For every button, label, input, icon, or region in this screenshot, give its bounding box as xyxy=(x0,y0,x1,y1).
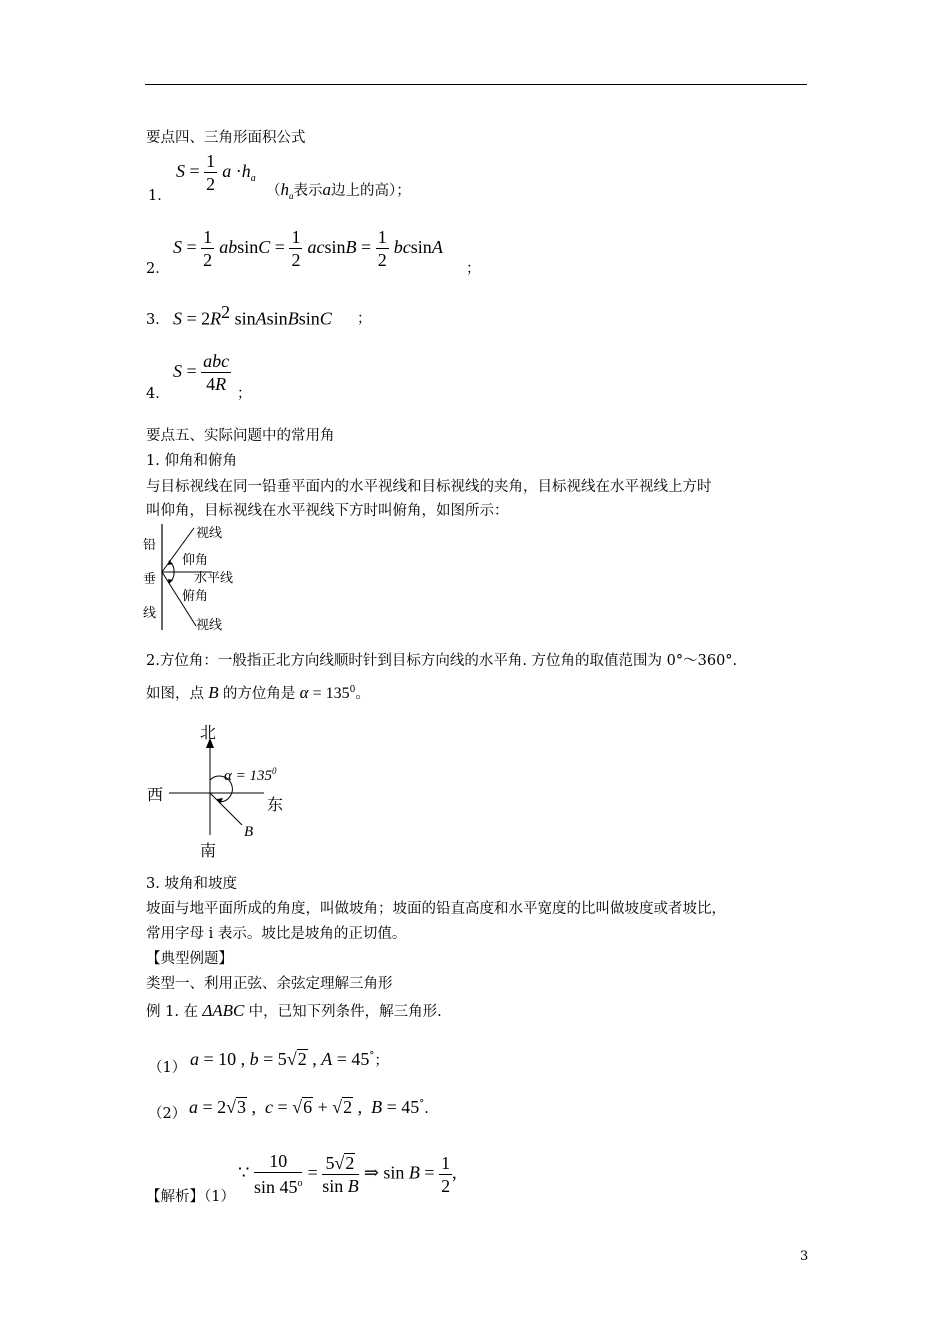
bearing-figure xyxy=(144,720,304,858)
elevation-figure xyxy=(140,522,260,634)
paragraph-elevation-line2: 叫仰角，目标视线在水平视线下方时叫俯角，如图所示： xyxy=(146,503,509,519)
paragraph-slope-line2: 常用字母 i 表示。坡比是坡角的正切值。 xyxy=(146,926,407,942)
examples-heading: 【典型例题】 xyxy=(146,951,233,967)
east-label: 东 xyxy=(267,795,284,814)
paragraph-elevation-line1: 与目标视线在同一铅垂平面内的水平视线和目标视线的夹角，目标视线在水平视线上方时 xyxy=(146,479,712,495)
elevation-angle-label: 仰角 xyxy=(182,553,209,568)
condition1: a = 10 , b = 5√2 , A = 45°； xyxy=(190,1049,389,1069)
condition1-number: （1） xyxy=(148,1060,187,1076)
bearing-figure-lines xyxy=(144,720,304,858)
north-label: 北 xyxy=(200,723,217,742)
formula2: S = $\frac{1}{2}$ absinC = $\frac{1}{2}$ acsinB = $\frac{1}{2}$ bcsinA xyxy=(173,227,443,270)
west-label: 西 xyxy=(147,785,164,804)
formula3-number: 3． xyxy=(146,312,170,328)
solution-label: 【解析】（1） xyxy=(146,1189,235,1205)
formula3: $S = 2R^2$ sinAsinBsinC xyxy=(173,302,332,329)
point-b-label: B xyxy=(244,824,254,840)
section4-heading: 要点四、三角形面积公式 xyxy=(146,130,306,146)
formula2-number: 2． xyxy=(146,261,170,277)
section5-heading: 要点五、实际问题中的常用角 xyxy=(146,428,335,444)
header-rule xyxy=(145,84,807,85)
condition2: a = 2√3 , c = √6 + √2 , B = 45°. xyxy=(189,1097,429,1117)
south-label: 南 xyxy=(200,841,217,860)
formula4-end: ； xyxy=(237,386,252,402)
condition2-number: （2） xyxy=(148,1106,187,1122)
formula3-end: ； xyxy=(357,311,372,327)
formula4: S = $\frac{\text{abc}}{4R}$ xyxy=(173,351,230,394)
vertical-label-3: 线 xyxy=(143,606,157,621)
paragraph-bearing-line1: 2.方位角：一般指正北方向线顺时针到目标方向线的水平角. 方位角的取值范围为 0°～360°. xyxy=(146,653,738,669)
solution-formula: ∵ $\frac{10}{\sin 45^o}$ = $\frac{5√2}{\text{sin B}}$ ⇒ sin B = $\frac{1}{2}$ , xyxy=(238,1151,457,1197)
formula1-number: 1． xyxy=(148,188,172,204)
formula1-note: （$h_a$表示a边上的高）； xyxy=(266,180,411,201)
lower-sight-label: 视线 xyxy=(196,618,223,633)
example1-statement: 例 1. 在 ΔABC 中，已知下列条件，解三角形. xyxy=(146,1001,442,1020)
paragraph-slope-line1: 坡面与地平面所成的角度，叫做坡角；坡面的铅直高度和水平宽度的比叫做坡度或者坡比， xyxy=(146,901,726,917)
vertical-label-2: 垂 xyxy=(143,572,157,587)
type1-heading: 类型一、利用正弦、余弦定理解三角形 xyxy=(146,976,393,992)
vertical-label-1: 铅 xyxy=(143,538,157,553)
formula4-number: 4． xyxy=(146,386,170,402)
paragraph-bearing-line2: 如图，点 B 的方位角是 $\alpha = 135^0$。 xyxy=(146,682,370,702)
angle-label: $\alpha = 135^0$ xyxy=(224,766,277,784)
upper-sight-label: 视线 xyxy=(196,526,223,541)
page-number: 3 xyxy=(800,1249,809,1264)
subheading-elevation: 1. 仰角和俯角 xyxy=(146,453,237,469)
horizontal-line-label: 水平线 xyxy=(194,571,234,586)
subheading-slope: 3. 坡角和坡度 xyxy=(146,876,237,892)
formula1: S = $\frac{1}{2}$ $a \cdot h_a$ xyxy=(176,151,256,194)
formula2-end: ； xyxy=(466,261,481,277)
depression-angle-label: 俯角 xyxy=(182,589,209,604)
